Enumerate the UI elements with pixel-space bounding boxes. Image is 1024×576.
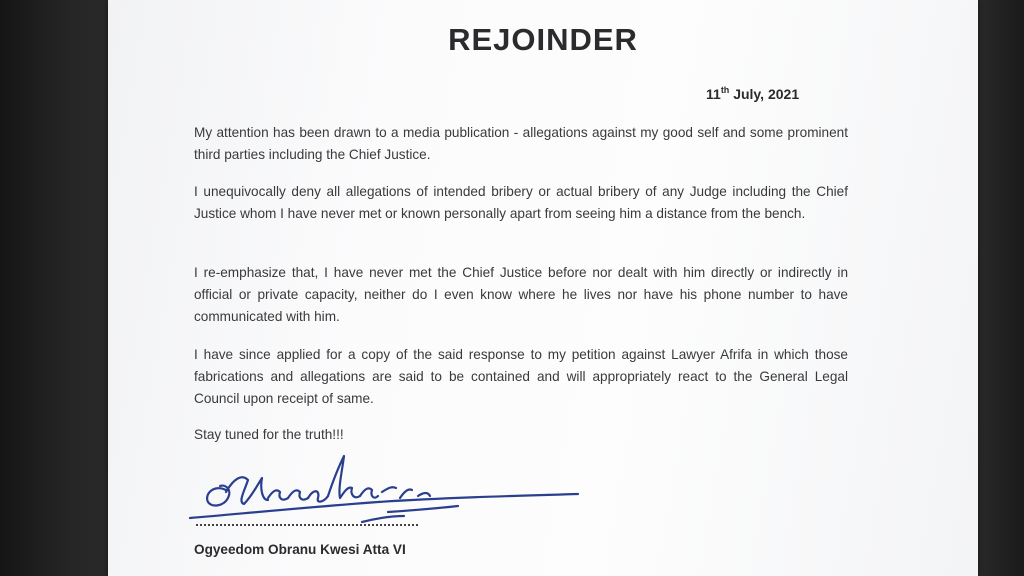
document-title: REJOINDER [448, 22, 638, 57]
signer-name: Ogyeedom Obranu Kwesi Atta VI [194, 542, 406, 557]
background-right [976, 0, 1024, 576]
document-date [706, 86, 799, 102]
date-rest: July, 2021 [729, 86, 800, 102]
paragraph-2: I unequivocally deny all allegations of intended bribery or actual bribery of any Judge including the Chief Justice whom I have never met or known personally apart from seeing him a distance from the bench. [194, 184, 848, 221]
handwritten-signature [178, 448, 588, 534]
paragraph-3: I re-emphasize that, I have never met the Chief Justice before nor dealt with him directly or indirectly in official or private capacity, neither do I even know where he lives nor have his phone number to have communicated with him. [194, 265, 848, 324]
paragraph-1: My attention has been drawn to a media publication - allegations against my good self and some prominent third parties including the Chief Justice. [194, 125, 848, 162]
signature-line [196, 524, 418, 526]
date-day: 11 [706, 86, 721, 102]
document-page [108, 0, 978, 576]
date-suffix: th [720, 85, 730, 95]
background-left [0, 0, 112, 576]
paragraph-4: I have since applied for a copy of the said response to my petition against Lawyer Afrifa in which those fabrications and allegations are said to be contained and will appropriately react to the General Legal Council upon receipt of same. [194, 347, 848, 406]
closing-line: Stay tuned for the truth!!! [194, 427, 344, 442]
